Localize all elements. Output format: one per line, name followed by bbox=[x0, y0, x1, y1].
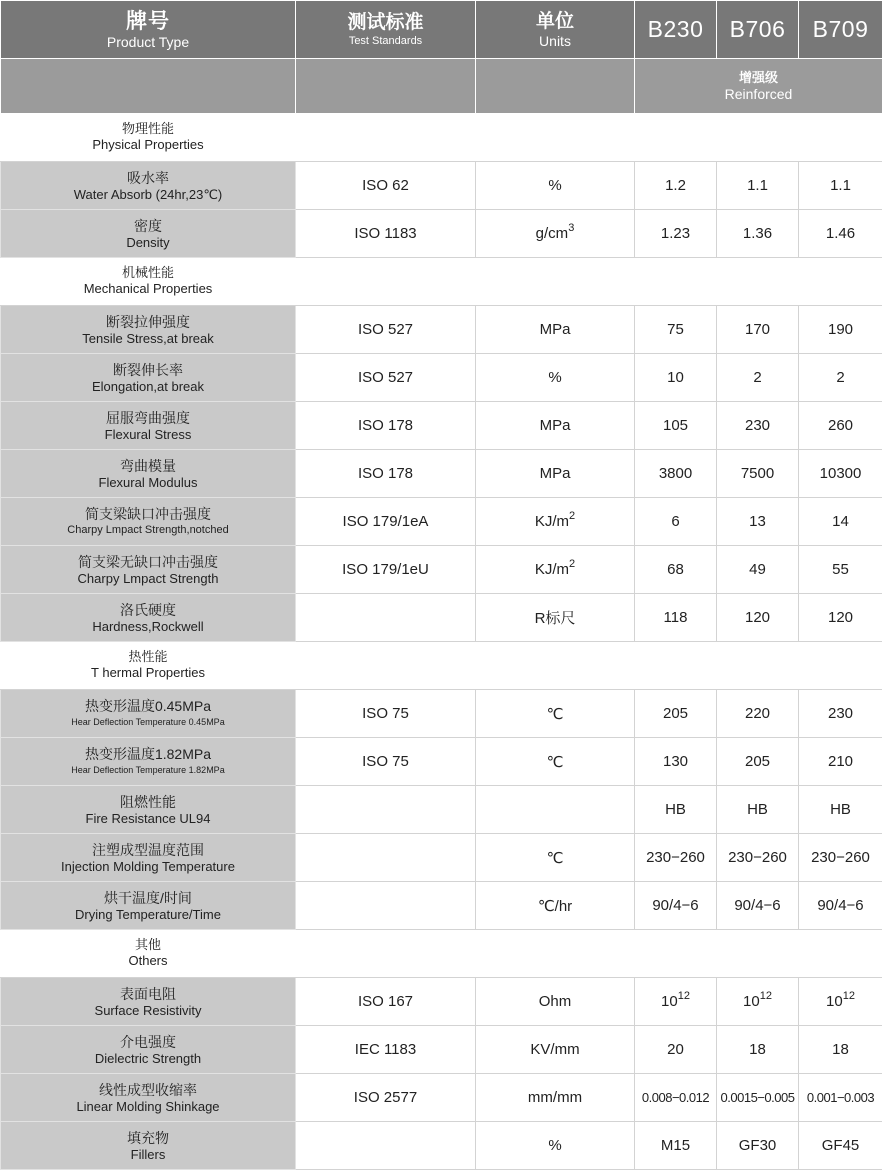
table-row bbox=[1, 498, 882, 546]
header-product-type-en: Product Type bbox=[106, 33, 190, 50]
test-standard-cell: ISO 527 bbox=[296, 306, 476, 354]
property-name-cell bbox=[1, 306, 296, 354]
value-text: HB bbox=[747, 801, 768, 818]
value-cell bbox=[717, 546, 799, 594]
test-standard-cell bbox=[296, 786, 476, 834]
header-units-zh: 单位 bbox=[535, 10, 574, 32]
value-cell bbox=[635, 882, 717, 930]
header-units bbox=[476, 1, 635, 59]
test-standard-cell: ISO 178 bbox=[296, 450, 476, 498]
section-title-zh: 物理性能 bbox=[121, 121, 174, 136]
property-name-en: Density bbox=[126, 234, 170, 250]
value-text: 260 bbox=[827, 417, 854, 434]
section-title bbox=[1, 930, 882, 978]
table-row bbox=[1, 690, 882, 738]
value-cell bbox=[635, 354, 717, 402]
property-name-zh: 烘干温度/时间 bbox=[104, 889, 192, 906]
value-text: 230−260 bbox=[728, 849, 787, 866]
value-text: 220 bbox=[744, 705, 771, 722]
unit-cell bbox=[476, 594, 635, 642]
property-name-cell bbox=[1, 594, 296, 642]
unit-text: ℃ bbox=[546, 849, 564, 867]
header-test-standards-zh: 测试标准 bbox=[347, 11, 424, 33]
unit-cell bbox=[476, 162, 635, 210]
property-name-cell bbox=[1, 834, 296, 882]
value-text: 230−260 bbox=[646, 849, 705, 866]
test-standard-cell: ISO 178 bbox=[296, 402, 476, 450]
value-cell bbox=[717, 450, 799, 498]
value-cell bbox=[799, 210, 882, 258]
unit-text: % bbox=[548, 1137, 562, 1154]
unit-text: ℃/hr bbox=[537, 897, 573, 915]
property-name-cell bbox=[1, 498, 296, 546]
value-text: 0.001−0.003 bbox=[806, 1090, 875, 1105]
property-name-cell bbox=[1, 402, 296, 450]
unit-cell bbox=[476, 738, 635, 786]
section-title-en: Physical Properties bbox=[92, 137, 204, 152]
section-header-row bbox=[1, 258, 882, 306]
value-text: 1.1 bbox=[747, 177, 768, 194]
value-text: 0.0015−0.005 bbox=[720, 1090, 795, 1105]
unit-cell bbox=[476, 1122, 635, 1170]
value-text: 230 bbox=[744, 417, 771, 434]
unit-text: ℃ bbox=[546, 753, 564, 771]
header-reinforced-zh: 增强级 bbox=[738, 70, 778, 85]
value-cell bbox=[717, 162, 799, 210]
test-standard-cell bbox=[296, 1122, 476, 1170]
value-cell bbox=[799, 1026, 882, 1074]
value-cell bbox=[635, 546, 717, 594]
unit-text: % bbox=[548, 369, 562, 386]
value-text: 3800 bbox=[658, 465, 693, 482]
test-standard-cell: ISO 167 bbox=[296, 978, 476, 1026]
value-text: 230−260 bbox=[811, 849, 870, 866]
unit-cell bbox=[476, 402, 635, 450]
unit-text: mm/mm bbox=[527, 1089, 583, 1106]
section-title-wrap bbox=[1, 649, 296, 681]
property-name-en: Linear Molding Shinkage bbox=[76, 1098, 220, 1114]
value-cell bbox=[717, 738, 799, 786]
value-cell bbox=[635, 594, 717, 642]
section-header-row bbox=[1, 114, 882, 162]
test-standard-cell: ISO 1183 bbox=[296, 210, 476, 258]
table-body bbox=[1, 114, 882, 1170]
header-sub-empty-1 bbox=[1, 59, 296, 114]
table-row bbox=[1, 1122, 882, 1170]
header-sub-empty-3 bbox=[476, 59, 635, 114]
unit-text: ℃ bbox=[546, 705, 564, 723]
value-cell bbox=[799, 594, 882, 642]
property-name-cell bbox=[1, 882, 296, 930]
value-cell bbox=[635, 786, 717, 834]
value-cell bbox=[799, 1074, 882, 1122]
value-cell bbox=[717, 1122, 799, 1170]
value-text: 205 bbox=[744, 753, 771, 770]
unit-cell bbox=[476, 786, 635, 834]
table-row bbox=[1, 354, 882, 402]
header-subrow bbox=[1, 59, 882, 114]
header-units-en: Units bbox=[539, 32, 571, 49]
value-cell bbox=[799, 738, 882, 786]
value-superscript: 12 bbox=[759, 990, 772, 1002]
value-text: 118 bbox=[663, 609, 688, 626]
header-sub-empty-2 bbox=[296, 59, 476, 114]
section-title-zh: 热性能 bbox=[128, 649, 168, 664]
value-cell bbox=[717, 882, 799, 930]
value-text: 230 bbox=[827, 705, 854, 722]
value-cell bbox=[717, 594, 799, 642]
value-cell bbox=[635, 306, 717, 354]
table-row bbox=[1, 786, 882, 834]
property-name-cell bbox=[1, 450, 296, 498]
section-title-wrap bbox=[1, 265, 296, 297]
value-text: 210 bbox=[827, 753, 854, 770]
property-name-cell bbox=[1, 738, 296, 786]
test-standard-cell: ISO 62 bbox=[296, 162, 476, 210]
value-cell bbox=[635, 1026, 717, 1074]
unit-text: R标尺 bbox=[534, 610, 576, 627]
value-text: 0.008−0.012 bbox=[641, 1090, 710, 1105]
unit-cell bbox=[476, 210, 635, 258]
value-cell bbox=[635, 690, 717, 738]
value-text: 1.2 bbox=[665, 177, 686, 194]
property-name-zh: 断裂伸长率 bbox=[113, 361, 183, 378]
value-cell bbox=[635, 978, 717, 1026]
value-text: 90/4−6 bbox=[734, 897, 781, 914]
property-name-en: Flexural Modulus bbox=[98, 474, 198, 490]
property-name-cell bbox=[1, 978, 296, 1026]
unit-text: Ohm bbox=[538, 993, 572, 1010]
unit-text: KJ/m bbox=[534, 561, 570, 578]
unit-cell bbox=[476, 1074, 635, 1122]
unit-superscript: 3 bbox=[568, 222, 575, 234]
test-standard-cell: ISO 179/1eU bbox=[296, 546, 476, 594]
test-standard-cell bbox=[296, 594, 476, 642]
value-cell bbox=[635, 402, 717, 450]
property-name-cell bbox=[1, 546, 296, 594]
property-name-cell bbox=[1, 1122, 296, 1170]
value-cell bbox=[799, 882, 882, 930]
value-cell bbox=[635, 450, 717, 498]
section-header-row bbox=[1, 930, 882, 978]
table-row bbox=[1, 978, 882, 1026]
property-name-en: Surface Resistivity bbox=[94, 1002, 202, 1018]
value-text: M15 bbox=[660, 1137, 691, 1154]
property-name-zh: 介电强度 bbox=[120, 1033, 176, 1050]
value-cell bbox=[799, 498, 882, 546]
value-text: 1.23 bbox=[660, 225, 691, 242]
value-text: HB bbox=[830, 801, 851, 818]
value-text: 170 bbox=[744, 321, 771, 338]
value-text: GF45 bbox=[821, 1137, 860, 1154]
property-name-zh: 弯曲模量 bbox=[120, 457, 176, 474]
table-row bbox=[1, 306, 882, 354]
unit-cell bbox=[476, 978, 635, 1026]
test-standard-cell bbox=[296, 834, 476, 882]
unit-superscript: 2 bbox=[569, 510, 576, 522]
value-cell bbox=[799, 786, 882, 834]
property-name-zh: 洛氏硬度 bbox=[120, 601, 176, 618]
value-cell bbox=[635, 162, 717, 210]
property-name-en: Water Absorb (24hr,23℃) bbox=[73, 186, 223, 202]
unit-text: MPa bbox=[539, 417, 571, 434]
property-name-en: Hear Deflection Temperature 1.82MPa bbox=[71, 764, 225, 775]
unit-text: MPa bbox=[539, 321, 571, 338]
value-cell bbox=[635, 1122, 717, 1170]
test-standard-cell: ISO 527 bbox=[296, 354, 476, 402]
section-title bbox=[1, 114, 882, 162]
value-text: 120 bbox=[827, 609, 854, 626]
table-row bbox=[1, 546, 882, 594]
value-text: 2 bbox=[836, 369, 845, 386]
value-text: 2 bbox=[753, 369, 762, 386]
section-header-row bbox=[1, 642, 882, 690]
value-cell bbox=[717, 690, 799, 738]
value-text: 1.46 bbox=[825, 225, 856, 242]
unit-text: MPa bbox=[539, 465, 571, 482]
property-name-en: Injection Molding Temperature bbox=[61, 858, 235, 874]
value-text: 75 bbox=[667, 321, 684, 338]
value-cell bbox=[717, 1026, 799, 1074]
property-name-cell bbox=[1, 354, 296, 402]
section-title-en: T hermal Properties bbox=[91, 665, 205, 680]
header-row bbox=[1, 1, 882, 59]
property-name-zh: 断裂拉伸强度 bbox=[106, 313, 190, 330]
property-name-cell bbox=[1, 1026, 296, 1074]
property-name-en: Fire Resistance UL94 bbox=[85, 810, 211, 826]
value-text: 7500 bbox=[740, 465, 775, 482]
value-text: 120 bbox=[744, 609, 771, 626]
value-text: 6 bbox=[671, 513, 680, 530]
value-text: 1.36 bbox=[742, 225, 773, 242]
value-cell bbox=[717, 306, 799, 354]
unit-cell bbox=[476, 546, 635, 594]
property-name-en: Flexural Stress bbox=[104, 426, 192, 442]
header-reinforced bbox=[635, 59, 882, 114]
value-text: 49 bbox=[749, 561, 766, 578]
table-row bbox=[1, 834, 882, 882]
property-name-zh: 密度 bbox=[134, 217, 162, 234]
value-text: 13 bbox=[749, 513, 766, 530]
property-name-cell bbox=[1, 162, 296, 210]
value-text: 10 bbox=[826, 993, 843, 1010]
property-name-zh: 表面电阻 bbox=[120, 985, 176, 1002]
value-cell bbox=[799, 546, 882, 594]
header-test-standards bbox=[296, 1, 476, 59]
value-text: GF30 bbox=[738, 1137, 777, 1154]
unit-cell bbox=[476, 690, 635, 738]
test-standard-cell: ISO 179/1eA bbox=[296, 498, 476, 546]
test-standard-cell bbox=[296, 882, 476, 930]
property-name-en: Hardness,Rockwell bbox=[92, 618, 204, 634]
value-superscript: 12 bbox=[677, 990, 690, 1002]
table-row bbox=[1, 402, 882, 450]
property-name-cell bbox=[1, 786, 296, 834]
unit-text: KJ/m bbox=[534, 513, 570, 530]
property-name-zh: 简支梁缺口冲击强度 bbox=[85, 505, 211, 522]
unit-superscript: 2 bbox=[569, 558, 576, 570]
value-text: 90/4−6 bbox=[817, 897, 864, 914]
table-row bbox=[1, 882, 882, 930]
section-title-zh: 机械性能 bbox=[121, 265, 174, 280]
value-cell bbox=[717, 786, 799, 834]
property-name-zh: 热变形温度1.82MPa bbox=[84, 745, 212, 762]
value-cell bbox=[799, 690, 882, 738]
value-cell bbox=[717, 1074, 799, 1122]
unit-cell bbox=[476, 882, 635, 930]
property-name-zh: 线性成型收缩率 bbox=[99, 1081, 197, 1098]
property-name-cell bbox=[1, 1074, 296, 1122]
value-cell bbox=[717, 402, 799, 450]
property-name-cell bbox=[1, 690, 296, 738]
property-name-en: Charpy Lmpact Strength,notched bbox=[67, 523, 229, 536]
header-reinforced-en: Reinforced bbox=[724, 86, 793, 102]
value-cell bbox=[717, 354, 799, 402]
property-name-zh: 填充物 bbox=[127, 1129, 169, 1146]
value-cell bbox=[799, 1122, 882, 1170]
header-product-type bbox=[1, 1, 296, 59]
value-cell bbox=[635, 834, 717, 882]
value-cell bbox=[717, 834, 799, 882]
value-cell bbox=[635, 498, 717, 546]
value-text: 10 bbox=[743, 993, 760, 1010]
test-standard-cell: ISO 75 bbox=[296, 738, 476, 786]
value-text: 18 bbox=[749, 1041, 766, 1058]
property-name-en: Drying Temperature/Time bbox=[75, 906, 221, 922]
section-title-en: Mechanical Properties bbox=[83, 281, 213, 296]
property-name-zh: 简支梁无缺口冲击强度 bbox=[78, 553, 218, 570]
value-cell bbox=[799, 834, 882, 882]
test-standard-cell: ISO 2577 bbox=[296, 1074, 476, 1122]
property-name-cell bbox=[1, 210, 296, 258]
unit-cell bbox=[476, 1026, 635, 1074]
unit-cell bbox=[476, 306, 635, 354]
header-test-standards-en: Test Standards bbox=[348, 34, 423, 47]
section-title-en: Others bbox=[128, 953, 168, 968]
section-title bbox=[1, 258, 882, 306]
value-cell bbox=[635, 738, 717, 786]
header-product-type-zh: 牌号 bbox=[126, 9, 170, 33]
unit-text: % bbox=[548, 177, 562, 194]
value-cell bbox=[799, 306, 882, 354]
table-row bbox=[1, 210, 882, 258]
value-cell bbox=[717, 498, 799, 546]
unit-cell bbox=[476, 354, 635, 402]
value-text: 1.1 bbox=[830, 177, 851, 194]
property-name-en: Charpy Lmpact Strength bbox=[77, 570, 219, 586]
value-cell bbox=[799, 450, 882, 498]
value-text: 105 bbox=[662, 417, 689, 434]
property-name-zh: 屈服弯曲强度 bbox=[106, 409, 190, 426]
value-cell bbox=[717, 978, 799, 1026]
property-name-en: Hear Deflection Temperature 0.45MPa bbox=[71, 716, 225, 727]
value-cell bbox=[799, 402, 882, 450]
header-grade-b230: B230 bbox=[635, 1, 717, 59]
value-cell bbox=[799, 162, 882, 210]
unit-text: KV/mm bbox=[530, 1041, 580, 1058]
value-cell bbox=[799, 978, 882, 1026]
table-row bbox=[1, 1074, 882, 1122]
value-text: 14 bbox=[832, 513, 849, 530]
value-text: 20 bbox=[667, 1041, 684, 1058]
value-text: 10 bbox=[667, 369, 684, 386]
unit-text: g/cm bbox=[535, 225, 569, 242]
test-standard-cell: IEC 1183 bbox=[296, 1026, 476, 1074]
table-row bbox=[1, 162, 882, 210]
value-superscript: 12 bbox=[842, 990, 855, 1002]
table-row bbox=[1, 450, 882, 498]
value-cell bbox=[635, 210, 717, 258]
value-text: 68 bbox=[667, 561, 684, 578]
value-text: 130 bbox=[662, 753, 689, 770]
unit-cell bbox=[476, 834, 635, 882]
value-text: 205 bbox=[662, 705, 689, 722]
property-name-zh: 注塑成型温度范围 bbox=[92, 841, 204, 858]
table-row bbox=[1, 594, 882, 642]
value-text: HB bbox=[665, 801, 686, 818]
property-name-zh: 吸水率 bbox=[127, 169, 169, 186]
section-title bbox=[1, 642, 882, 690]
property-name-en: Elongation,at break bbox=[91, 378, 205, 394]
unit-cell bbox=[476, 450, 635, 498]
property-name-en: Dielectric Strength bbox=[94, 1050, 202, 1066]
header-grade-b706: B706 bbox=[717, 1, 799, 59]
test-standard-cell: ISO 75 bbox=[296, 690, 476, 738]
table-row bbox=[1, 1026, 882, 1074]
value-text: 55 bbox=[832, 561, 849, 578]
property-name-en: Tensile Stress,at break bbox=[82, 330, 214, 346]
section-title-wrap bbox=[1, 121, 296, 153]
value-text: 90/4−6 bbox=[652, 897, 699, 914]
value-cell bbox=[799, 354, 882, 402]
section-title-zh: 其他 bbox=[134, 937, 161, 952]
value-cell bbox=[635, 1074, 717, 1122]
value-text: 10 bbox=[661, 993, 678, 1010]
table-row bbox=[1, 738, 882, 786]
property-name-zh: 热变形温度0.45MPa bbox=[84, 697, 212, 714]
value-text: 18 bbox=[832, 1041, 849, 1058]
property-name-en: Fillers bbox=[130, 1146, 166, 1162]
value-text: 10300 bbox=[819, 465, 862, 482]
header-grade-b709: B709 bbox=[799, 1, 882, 59]
value-cell bbox=[717, 210, 799, 258]
section-title-wrap bbox=[1, 937, 296, 969]
value-text: 190 bbox=[827, 321, 854, 338]
unit-cell bbox=[476, 498, 635, 546]
property-name-zh: 阻燃性能 bbox=[120, 793, 176, 810]
